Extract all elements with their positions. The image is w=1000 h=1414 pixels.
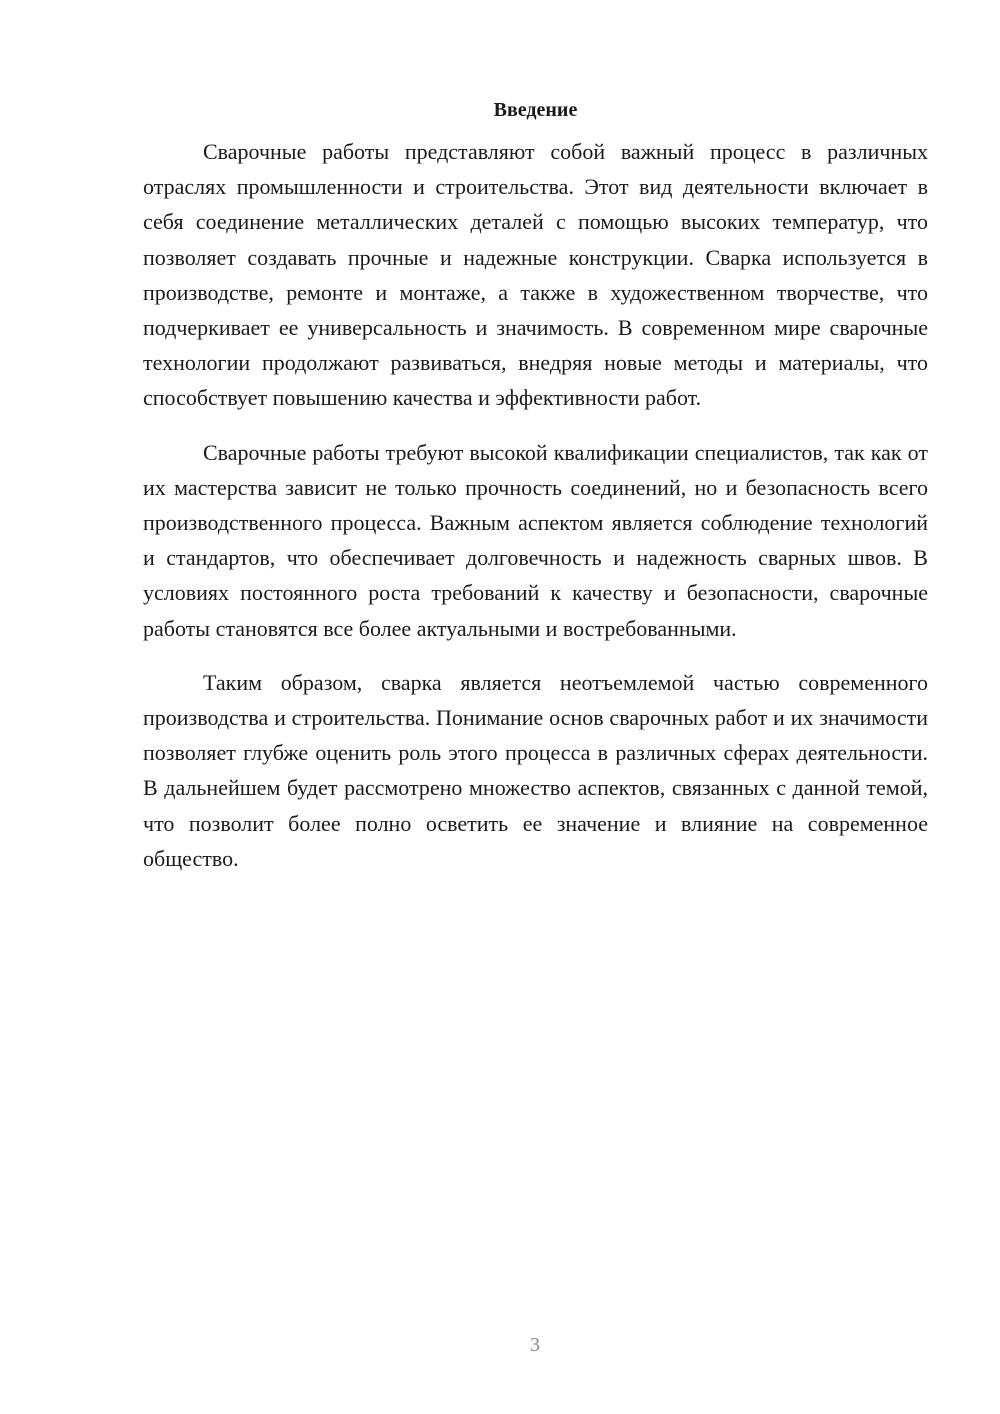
paragraph-2: Сварочные работы требуют высокой квалификации специалистов, так как от их мастерства зависит не только прочность соединений, но и безопасность всего производственного процесса. Важным аспектом является соблюдение технологий и стандартов, что обеспечивает долговечность и надежность сварных швов. В условиях постоянного роста требований к качеству и безопасности, сварочные работы становятся все более актуальными и востребованными. — [143, 439, 928, 641]
paragraph-1: Сварочные работы представляют собой важный процесс в различных отраслях промышленности и строительства. Этот вид деятельности включает в себя соединение металлических деталей с помощью высоких температур, что позволяет создавать прочные и надежные конструкции. Сварка используется в производстве, ремонте и монтаже, а также в художественном творчестве, что подчеркивает ее универсальность и значимость. В современном мире сварочные технологии продолжают развиваться, внедряя новые методы и материалы, что способствует повышению качества и эффективности работ. — [143, 139, 928, 411]
document-page — [143, 96, 928, 895]
section-heading: Введение — [493, 99, 578, 121]
page-number: 3 — [530, 1334, 540, 1356]
paragraph-3: Таким образом, сварка является неотъемлемой частью современного производства и строительства. Понимание основ сварочных работ и их значимости позволяет глубже оценить роль этого процесса в различных сферах деятельности. В дальнейшем будет рассмотрено множество аспектов, связанных с данной темой, что позволит более полно осветить ее значение и влияние на современное общество. — [143, 669, 928, 871]
